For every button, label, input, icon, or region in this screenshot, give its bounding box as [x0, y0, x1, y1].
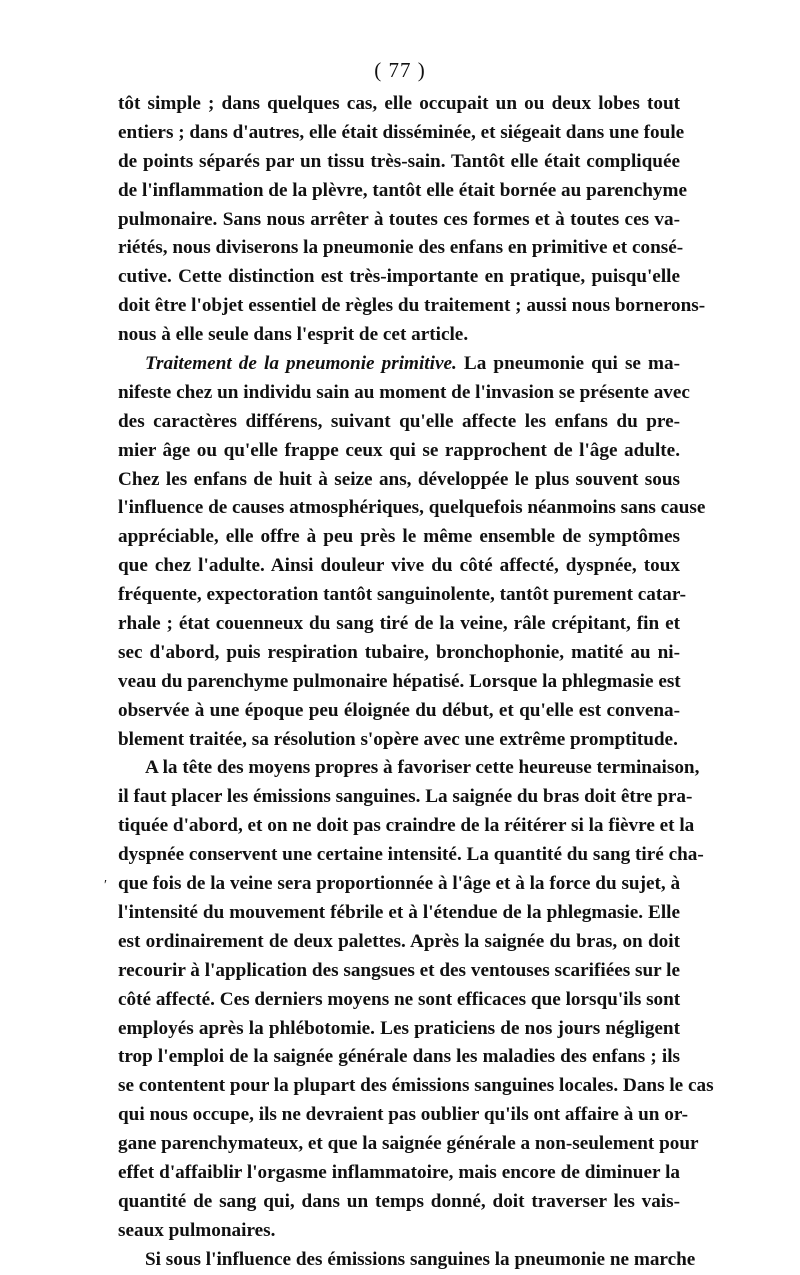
- text-line: veau du parenchyme pulmonaire hépatisé. Lorsque la phlegmasie est: [118, 670, 681, 692]
- text-line: [118, 350, 680, 379]
- page-number: ( 77 ): [374, 58, 426, 82]
- paragraph: [118, 754, 714, 1245]
- text-line: cutive. Cette distinction est très-importante en pratique, puisqu'elle: [118, 266, 680, 288]
- text-line: blement traitée, sa résolution s'opère avec une extrême promptitude.: [118, 728, 678, 750]
- text-line: effet d'affaiblir l'orgasme inflammatoire, mais encore de diminuer la: [118, 1161, 680, 1183]
- text-line: observée à une époque peu éloignée du début, et qu'elle est convena-: [118, 699, 680, 721]
- text-line: mier âge ou qu'elle frappe ceux qui se rapprochent de l'âge adulte.: [118, 439, 680, 461]
- text-line: des caractères différens, suivant qu'elle affecte les enfans du pre-: [118, 410, 680, 432]
- body-text: [118, 90, 714, 1275]
- paragraph: [118, 1246, 696, 1275]
- text-line: tiquée d'abord, et on ne doit pas craindre de la réitérer si la fièvre et la: [118, 815, 695, 837]
- text-line: dyspnée conservent une certaine intensité. La quantité du sang tiré cha-: [118, 844, 704, 866]
- text-line: entiers ; dans d'autres, elle était disséminée, et siégeait dans une foule: [118, 121, 685, 143]
- section-heading: Traitement de la pneumonie primitive.: [145, 353, 457, 375]
- text-line: il faut placer les émissions sanguines. La saignée du bras doit être pra-: [118, 786, 693, 808]
- text-line: qui nous occupe, ils ne devraient pas oublier qu'ils ont affaire à un or-: [118, 1104, 689, 1126]
- paragraph: [118, 90, 706, 350]
- text-line: A la tête des moyens propres à favoriser cette heureuse terminaison,: [145, 757, 700, 779]
- text-span: La pneumonie qui se ma-: [463, 353, 681, 375]
- text-line: fréquente, expectoration tantôt sanguinolente, tantôt purement catar-: [118, 584, 687, 606]
- text-line: côté affecté. Ces derniers moyens ne sont efficaces que lorsqu'ils sont: [118, 988, 681, 1010]
- text-line: trop l'emploi de la saignée générale dans les maladies des enfans ; ils: [118, 1046, 680, 1068]
- paragraph: [118, 350, 706, 754]
- text-line: Si sous l'influence des émissions sanguines la pneumonie ne marche: [145, 1248, 696, 1270]
- text-line: nous à elle seule dans l'esprit de cet article.: [118, 324, 469, 346]
- text-line: de points séparés par un tissu très-sain. Tantôt elle était compliquée: [118, 150, 680, 172]
- text-line: appréciable, elle offre à peu près le même ensemble de symptômes: [118, 526, 680, 548]
- text-line: que fois de la veine sera proportionnée à l'âge et à la force du sujet, à: [118, 873, 681, 895]
- text-line: l'intensité du mouvement fébrile et à l'étendue de la phlegmasie. Elle: [118, 901, 680, 923]
- text-line: Chez les enfans de huit à seize ans, développée le plus souvent sous: [118, 468, 680, 490]
- text-line: sec d'abord, puis respiration tubaire, bronchophonie, matité au ni-: [118, 641, 680, 663]
- text-line: recourir à l'application des sangsues et des ventouses scarifiées sur le: [118, 959, 680, 981]
- text-line: quantité de sang qui, dans un temps donné, doit traverser les vais-: [118, 1190, 680, 1212]
- text-line: pulmonaire. Sans nous arrêter à toutes ces formes et à toutes ces va-: [118, 208, 680, 230]
- text-line: est ordinairement de deux palettes. Après la saignée du bras, on doit: [118, 930, 680, 952]
- text-line: riétés, nous diviserons la pneumonie des enfans en primitive et consé-: [118, 237, 684, 259]
- text-line: l'influence de causes atmosphériques, quelquefois néanmoins sans cause: [118, 497, 706, 519]
- text-line: se contentent pour la plupart des émissions sanguines locales. Dans le cas: [118, 1075, 714, 1097]
- text-line: employés après la phlébotomie. Les praticiens de nos jours négligent: [118, 1017, 680, 1039]
- text-line: de l'inflammation de la plèvre, tantôt elle était bornée au parenchyme: [118, 179, 687, 201]
- text-line: que chez l'adulte. Ainsi douleur vive du côté affecté, dyspnée, toux: [118, 555, 680, 577]
- text-line: nifeste chez un individu sain au moment de l'invasion se présente avec: [118, 381, 690, 403]
- text-line: seaux pulmonaires.: [118, 1219, 276, 1241]
- text-line: gane parenchymateux, et que la saignée générale a non-seulement pour: [118, 1133, 699, 1155]
- print-speck: ′: [104, 878, 108, 893]
- text-line: doit être l'objet essentiel de règles du traitement ; aussi nous bornerons-: [118, 295, 706, 317]
- text-line: rhale ; état couenneux du sang tiré de la veine, râle crépitant, fin et: [118, 613, 680, 635]
- text-line: tôt simple ; dans quelques cas, elle occupait un ou deux lobes tout: [118, 93, 680, 114]
